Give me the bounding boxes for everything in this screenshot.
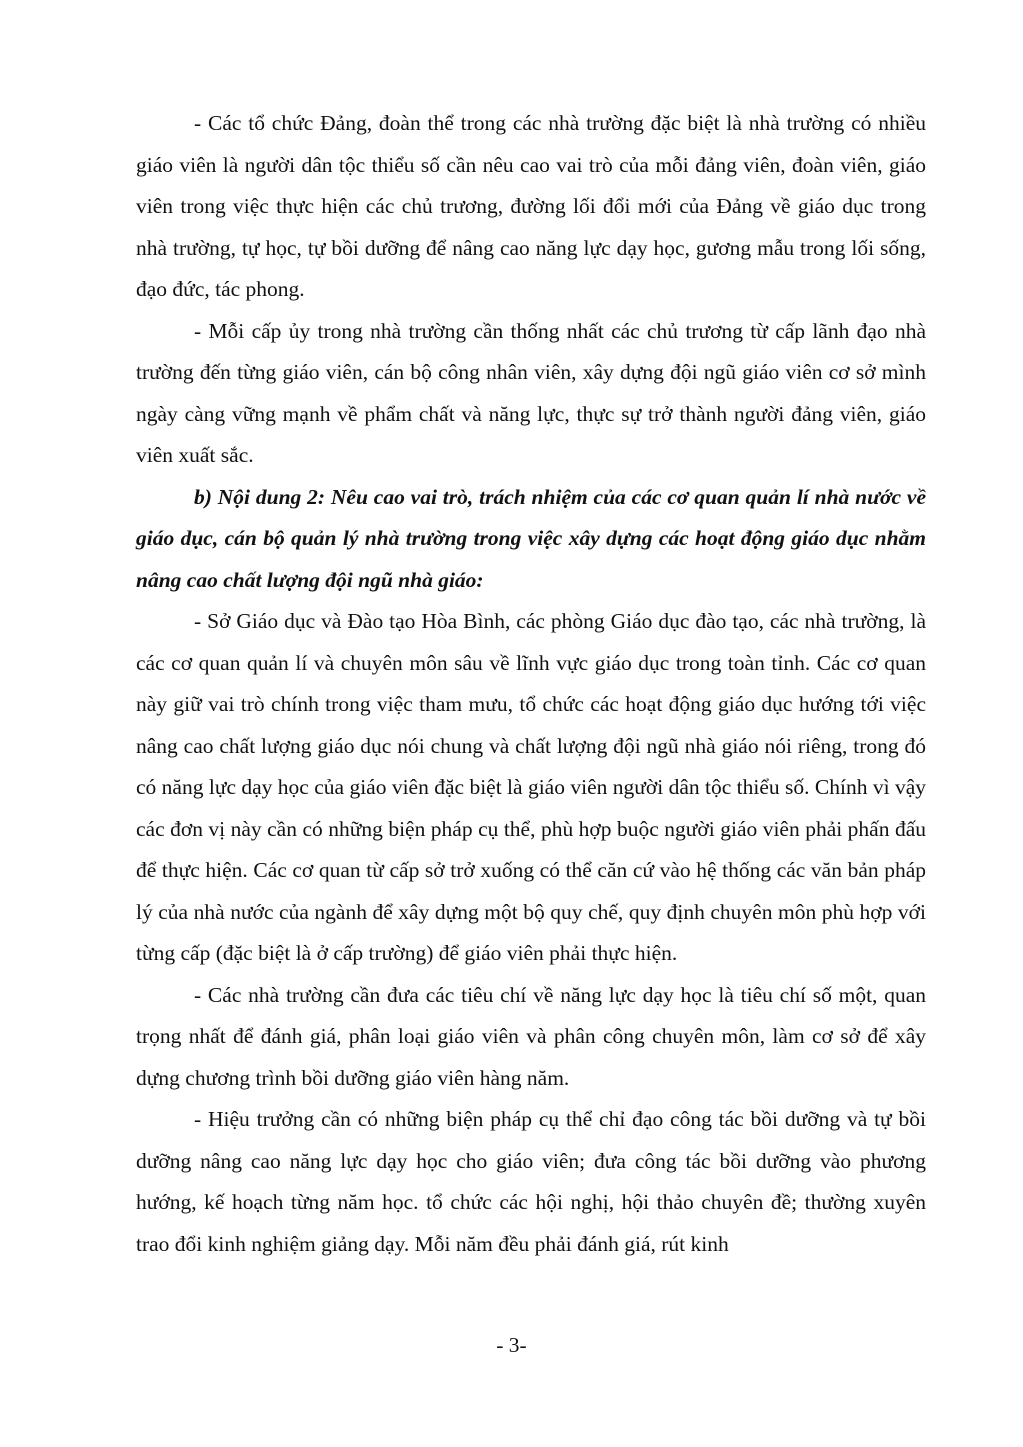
section-heading-content-2: b) Nội dung 2: Nêu cao vai trò, trách nhiệm của các cơ quan quản lí nhà nước về giáo dục, cán bộ quản lý nhà trường trong việc xây dựng các hoạt động giáo dục nhằm nâng cao chất lượng đội ngũ nhà giáo: <box>136 484 926 592</box>
document-body <box>136 103 926 1265</box>
paragraph-department-of-education: - Sở Giáo dục và Đào tạo Hòa Bình, các phòng Giáo dục đào tạo, các nhà trường, là các cơ quan quản lí và chuyên môn sâu về lĩnh vực giáo dục trong toàn tỉnh. Các cơ quan này giữ vai trò chính trong việc tham mưu, tổ chức các hoạt động giáo dục hướng tới việc nâng cao chất lượng giáo dục nói chung và chất lượng đội ngũ nhà giáo nói riêng, trong đó có năng lực dạy học của giáo viên đặc biệt là giáo viên người dân tộc thiểu số. Chính vì vậy các đơn vị này cần có những biện pháp cụ thể, phù hợp buộc người giáo viên phải phấn đấu để thực hiện. Các cơ quan từ cấp sở trở xuống có thể căn cứ vào hệ thống các văn bản pháp lý của nhà nước của ngành để xây dựng một bộ quy chế, quy định chuyên môn phù hợp với từng cấp (đặc biệt là ở cấp trường) để giáo viên phải thực hiện. <box>136 609 926 965</box>
paragraph-party-organizations: - Các tổ chức Đảng, đoàn thể trong các nhà trường đặc biệt là nhà trường có nhiều giáo viên là người dân tộc thiểu số cần nêu cao vai trò của mỗi đảng viên, đoàn viên, giáo viên trong việc thực hiện các chủ trương, đường lối đổi mới của Đảng về giáo dục trong nhà trường, tự học, tự bồi dưỡng để nâng cao năng lực dạy học, gương mẫu trong lối sống, đạo đức, tác phong. <box>136 111 926 301</box>
paragraph-principal-measures: - Hiệu trưởng cần có những biện pháp cụ thể chỉ đạo công tác bồi dưỡng và tự bồi dưỡng nâng cao năng lực dạy học cho giáo viên; đưa công tác bồi dưỡng vào phương hướng, kế hoạch từng năm học. tổ chức các hội nghị, hội thảo chuyên đề; thường xuyên trao đổi kinh nghiệm giảng dạy. Mỗi năm đều phải đánh giá, rút kinh <box>136 1107 926 1256</box>
paragraph-school-criteria: - Các nhà trường cần đưa các tiêu chí về năng lực dạy học là tiêu chí số một, quan trọng nhất để đánh giá, phân loại giáo viên và phân công chuyên môn, làm cơ sở để xây dựng chương trình bồi dưỡng giáo viên hàng năm. <box>136 982 926 1090</box>
paragraph-party-committee: - Mỗi cấp ủy trong nhà trường cần thống nhất các chủ trương từ cấp lãnh đạo nhà trường đến từng giáo viên, cán bộ công nhân viên, xây dựng đội ngũ giáo viên cơ sở mình ngày càng vững mạnh về phẩm chất và năng lực, thực sự trở thành người đảng viên, giáo viên xuất sắc. <box>136 318 926 467</box>
page-number: - 3- <box>496 1333 527 1357</box>
